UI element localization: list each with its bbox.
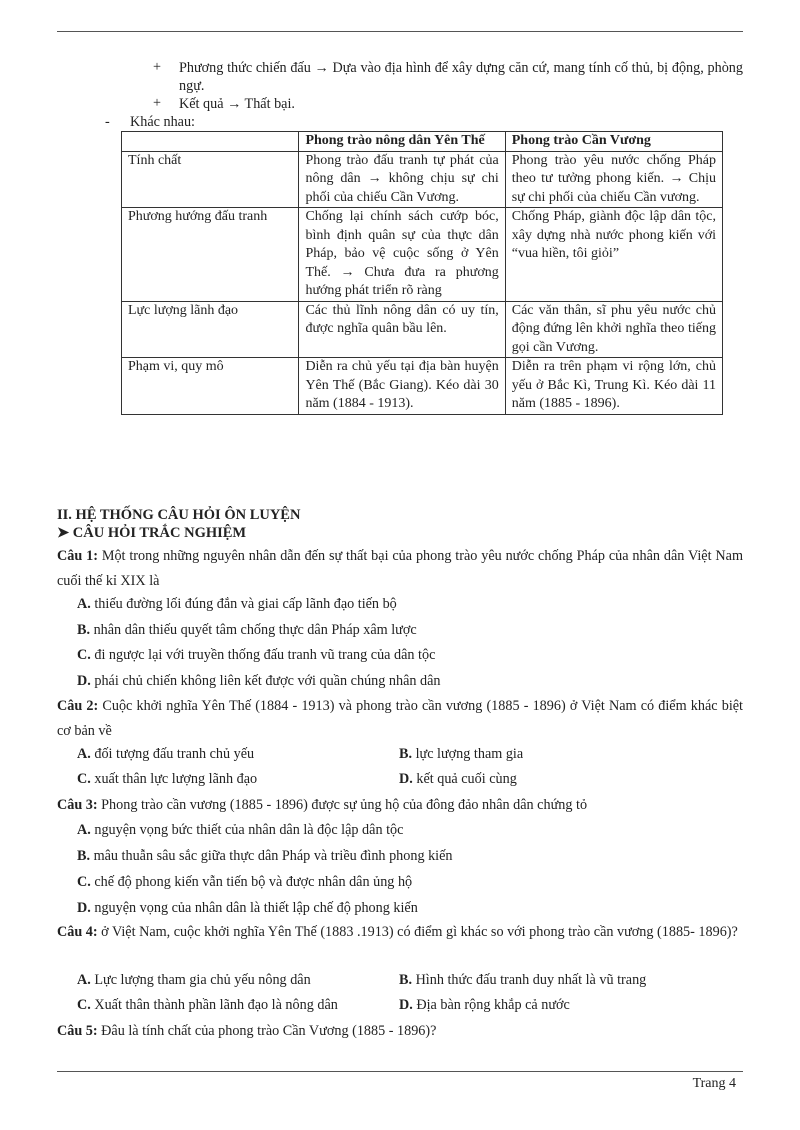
- answer-option[interactable]: [399, 744, 523, 764]
- option-key: C.: [77, 997, 91, 1013]
- table-cell: Các văn thân, sĩ phu yêu nước chủ động đứng lên khởi nghĩa theo tiếng gọi cần Vương.: [505, 301, 722, 358]
- option-text: nhân dân thiếu quyết tâm chống thực dân Pháp xâm lược: [93, 622, 417, 638]
- answer-option[interactable]: [77, 594, 397, 614]
- question-label: Câu 2:: [57, 698, 99, 714]
- subsection-title: CÂU HỎI TRẮC NGHIỆM: [72, 525, 247, 541]
- option-key: A.: [77, 822, 91, 838]
- bullet-symbol: +: [153, 95, 162, 111]
- option-text: Lực lượng tham gia chủ yếu nông dân: [94, 972, 311, 988]
- option-text: Xuất thân thành phần lãnh đạo là nông dân: [94, 997, 338, 1013]
- page-number: Trang 4: [692, 1076, 736, 1091]
- table-cell: Phạm vi, quy mô: [122, 358, 299, 415]
- answer-option[interactable]: [77, 671, 441, 691]
- table-header-row: [122, 132, 723, 152]
- answer-option[interactable]: [77, 898, 418, 918]
- answer-option[interactable]: [77, 769, 257, 789]
- question-stem: [57, 1019, 743, 1044]
- question-label: Câu 5:: [57, 1023, 98, 1039]
- question-label: Câu 1:: [57, 548, 98, 564]
- comparison-table: [121, 131, 723, 415]
- answer-option[interactable]: [77, 995, 338, 1015]
- table-header-cell: Phong trào nông dân Yên Thế: [299, 132, 505, 152]
- table-cell: Diễn ra trên phạm vi rộng lớn, chủ yếu ở Bắc Kì, Trung Kì. Kéo dài 11 năm (1885 - 1896).: [505, 358, 722, 415]
- table-cell: Lực lượng lãnh đạo: [122, 301, 299, 358]
- option-text: nguyện vọng bức thiết của nhân dân là độc lập dân tộc: [94, 822, 404, 838]
- table-row: [122, 301, 723, 358]
- table-cell: Phương hướng đấu tranh: [122, 208, 299, 302]
- option-text: lực lượng tham gia: [415, 746, 524, 762]
- table-cell: Phong trào đấu tranh tự phát của nông dân → không chịu sự chi phối của chiếu Cần Vương.: [299, 151, 505, 208]
- option-key: B.: [77, 848, 91, 864]
- option-key: D.: [399, 771, 413, 787]
- option-text: thiếu đường lối đúng đắn và giai cấp lãnh đạo tiến bộ: [94, 596, 397, 612]
- option-key: A.: [77, 596, 91, 612]
- answer-option[interactable]: [399, 995, 570, 1015]
- table-cell: Phong trào yêu nước chống Pháp theo tư tưởng phong kiến. → Chịu sự chi phối của chiếu Cần vương.: [505, 151, 722, 208]
- option-text: xuất thân lực lượng lãnh đạo: [94, 771, 258, 787]
- option-text: đối tượng đấu tranh chủ yếu: [94, 746, 255, 762]
- question-stem: [57, 544, 743, 594]
- option-text: mâu thuẫn sâu sắc giữa thực dân Pháp và triều đình phong kiến: [93, 848, 453, 864]
- question-label: Câu 4:: [57, 924, 98, 940]
- question-stem: [57, 694, 743, 744]
- header-rule: [57, 31, 743, 32]
- option-text: Địa bàn rộng khắp cả nước: [416, 997, 570, 1013]
- table-cell: Diễn ra chủ yếu tại địa bàn huyện Yên Thế (Bắc Giang). Kéo dài 30 năm (1884 - 1913).: [299, 358, 505, 415]
- answer-option[interactable]: [399, 970, 646, 990]
- subsection-heading: [57, 525, 246, 542]
- option-key: B.: [399, 746, 413, 762]
- option-text: chế độ phong kiến vẫn tiến bộ và được nhân dân ủng hộ: [94, 874, 413, 890]
- table-cell: Các thủ lĩnh nông dân có uy tín, được nghĩa quân bầu lên.: [299, 301, 505, 358]
- question-text: Đâu là tính chất của phong trào Cần Vương (1885 - 1896)?: [101, 1023, 437, 1039]
- bullet-symbol: +: [153, 59, 162, 75]
- option-key: D.: [399, 997, 413, 1013]
- option-key: C.: [77, 647, 91, 663]
- answer-option[interactable]: [77, 620, 417, 640]
- option-key: B.: [77, 622, 91, 638]
- question-stem: [57, 793, 743, 818]
- option-key: C.: [77, 874, 91, 890]
- answer-option[interactable]: [77, 744, 254, 764]
- answer-option[interactable]: [399, 769, 517, 789]
- option-key: A.: [77, 972, 91, 988]
- answer-option[interactable]: [77, 970, 311, 990]
- option-key: A.: [77, 746, 91, 762]
- question-stem: [57, 920, 743, 945]
- question-label: Câu 3:: [57, 797, 98, 813]
- question-text: ở Việt Nam, cuộc khởi nghĩa Yên Thế (1883 .1913) có điểm gì khác so với phong trào cần vương (1885- 1896)?: [101, 924, 738, 940]
- option-text: nguyện vọng của nhân dân là thiết lập chế độ phong kiến: [94, 900, 418, 916]
- option-text: phái chủ chiến không liên kết được với quần chúng nhân dân: [94, 673, 441, 689]
- arrow-bullet-icon: ➤: [57, 525, 70, 541]
- bullet-text: Kết quả → Thất bại.: [179, 96, 295, 112]
- option-key: C.: [77, 771, 91, 787]
- question-text: Một trong những nguyên nhân dẫn đến sự thất bại của phong trào yêu nước chống Pháp của nhân dân Việt Nam cuối thế kỉ XIX là: [57, 548, 743, 589]
- option-text: kết quả cuối cùng: [416, 771, 517, 787]
- table-row: [122, 358, 723, 415]
- bullet-text: Phương thức chiến đấu → Dựa vào địa hình để xây dựng căn cứ, mang tính cố thủ, bị động, phòng ngự.: [179, 60, 743, 94]
- answer-option[interactable]: [77, 645, 435, 665]
- table-row: [122, 151, 723, 208]
- table-header-cell: [122, 132, 299, 152]
- table-cell: Tính chất: [122, 151, 299, 208]
- question-text: Phong trào cần vương (1885 - 1896) được sự ủng hộ của đông đảo nhân dân chứng tỏ: [101, 797, 588, 813]
- table-cell: Chống Pháp, giành độc lập dân tộc, xây dựng nhà nước phong kiến với “vua hiền, tôi giỏi”: [505, 208, 722, 302]
- answer-option[interactable]: [77, 820, 403, 840]
- answer-option[interactable]: [77, 846, 453, 866]
- option-key: D.: [77, 673, 91, 689]
- dash-text: Khác nhau:: [130, 114, 196, 130]
- table-cell: Chống lại chính sách cướp bóc, bình định quân sự của thực dân Pháp, bảo vệ cuộc sống ở Yên Thế. → Chưa đưa ra phương hướng phát triển rõ ràng: [299, 208, 505, 302]
- option-key: B.: [399, 972, 413, 988]
- question-text: Cuộc khởi nghĩa Yên Thế (1884 - 1913) và phong trào cần vương (1885 - 1896) ở Việt Nam có điểm khác biệt cơ bản về: [57, 698, 744, 739]
- option-text: Hình thức đấu tranh duy nhất là vũ trang: [415, 972, 647, 988]
- footer-rule: [57, 1071, 743, 1072]
- dash-symbol: -: [105, 114, 110, 130]
- table-row: [122, 208, 723, 302]
- option-key: D.: [77, 900, 91, 916]
- answer-option[interactable]: [77, 872, 412, 892]
- option-text: đi ngược lại với truyền thống đấu tranh vũ trang của dân tộc: [94, 647, 436, 663]
- table-header-cell: Phong trào Cần Vương: [505, 132, 722, 152]
- section-title: II. HỆ THỐNG CÂU HỎI ÔN LUYỆN: [57, 507, 301, 523]
